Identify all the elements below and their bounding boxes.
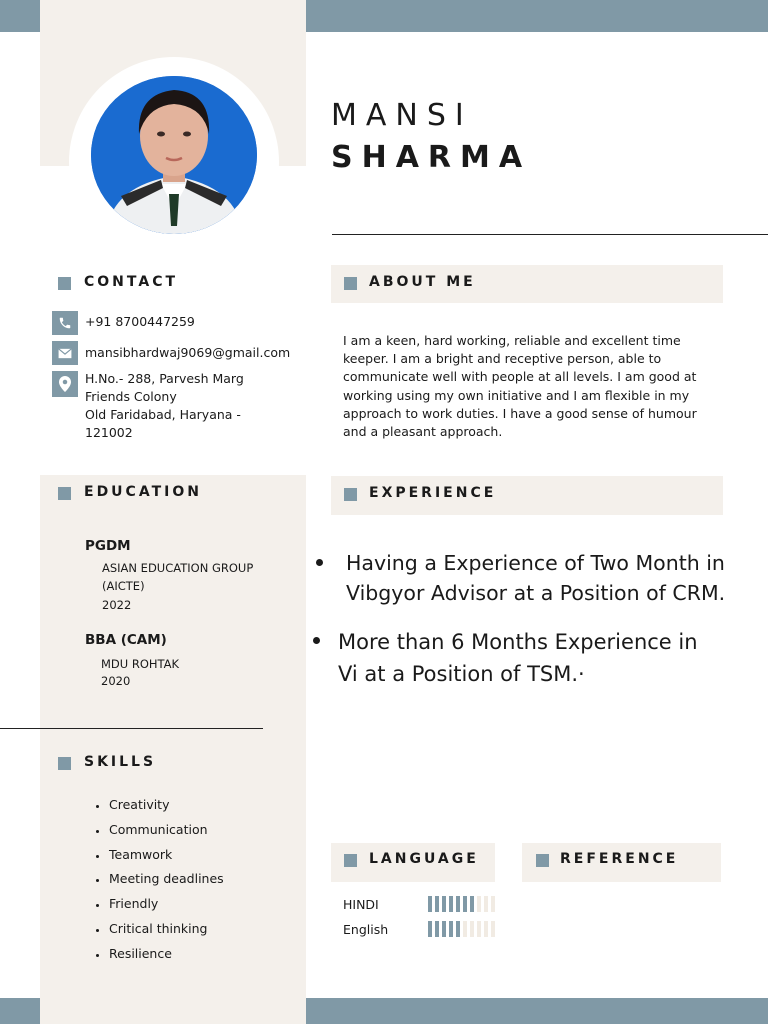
level-segment: [449, 896, 453, 912]
name-divider: [332, 234, 768, 235]
education-line: 2022: [102, 598, 132, 612]
language-name: English: [343, 922, 389, 937]
email-icon: [58, 348, 72, 359]
skill-item: • Critical thinking: [109, 918, 224, 943]
skill-item: • Resilience: [109, 943, 224, 968]
about-line: I am a keen, hard working, reliable and excellent time: [343, 333, 681, 348]
skill-item: • Communication: [109, 819, 224, 844]
education-line: ASIAN EDUCATION GROUP: [102, 561, 254, 575]
experience-heading: EXPERIENCE: [369, 485, 497, 501]
experience-line: Having a Experience of Two Month in: [346, 551, 725, 575]
location-pin-icon: [59, 376, 71, 392]
bottom-band-right: [306, 998, 768, 1024]
language-level-bar: [428, 921, 495, 937]
last-name: SHARMA: [331, 140, 532, 175]
phone-icon-box: [52, 311, 78, 335]
contact-address: [85, 370, 244, 442]
about-line: keeper. I am a bright and receptive person, able to: [343, 351, 662, 367]
education-line: MDU ROHTAK: [101, 657, 180, 671]
about-heading: ABOUT ME: [369, 274, 476, 290]
level-segment: [428, 896, 432, 912]
reference-heading: REFERENCE: [560, 851, 679, 867]
level-segment: [456, 896, 460, 912]
level-segment: [463, 921, 467, 937]
about-marker: [344, 277, 357, 290]
contact-heading: CONTACT: [84, 274, 179, 290]
language-marker: [344, 854, 357, 867]
level-segment: [470, 896, 474, 912]
address-line: Old Faridabad, Haryana -: [85, 407, 241, 422]
profile-photo: [91, 76, 257, 234]
education-details: [102, 560, 253, 615]
education-heading: EDUCATION: [84, 484, 202, 500]
experience-bullet: [313, 637, 320, 644]
address-line: Friends Colony: [85, 389, 177, 404]
language-heading: LANGUAGE: [369, 851, 479, 867]
phone-icon: [58, 316, 72, 330]
education-line: 2020: [101, 673, 131, 688]
experience-item: [338, 626, 698, 690]
level-segment: [435, 896, 439, 912]
contact-phone[interactable]: +91 8700447259: [85, 314, 195, 329]
experience-item: [346, 548, 725, 608]
reference-marker: [536, 854, 549, 867]
education-degree: PGDM: [85, 538, 131, 554]
skills-list: [85, 794, 224, 968]
skill-item: • Meeting deadlines: [109, 868, 224, 893]
level-segment: [491, 921, 495, 937]
top-band-right: [306, 0, 768, 32]
education-details: [101, 656, 179, 689]
language-level-bar: [428, 896, 495, 912]
about-text: [343, 332, 697, 441]
address-line: 121002: [85, 425, 133, 440]
about-line: approach to work duties. I have a good sense of humour: [343, 405, 697, 421]
education-line: (AICTE): [102, 578, 145, 593]
education-divider: [0, 728, 263, 729]
skills-marker: [58, 757, 71, 770]
top-band-left: [0, 0, 40, 32]
email-icon-box: [52, 341, 78, 365]
skill-item: • Teamwork: [109, 844, 224, 869]
level-segment: [442, 896, 446, 912]
experience-line: Vi at a Position of TSM.·: [338, 662, 585, 686]
contact-marker: [58, 277, 71, 290]
level-segment: [477, 896, 481, 912]
about-line: working using my own initiative and I am flexible in my: [343, 387, 690, 403]
contact-email[interactable]: mansibhardwaj9069@gmail.com: [85, 345, 291, 360]
about-line: communicate well with people at all levels. I am good at: [343, 369, 697, 385]
language-name: HINDI: [343, 897, 379, 912]
level-segment: [477, 921, 481, 937]
level-segment: [484, 896, 488, 912]
bottom-band-left: [0, 998, 40, 1024]
experience-bullet: [316, 559, 323, 566]
skill-item: • Creativity: [109, 794, 224, 819]
skill-item: • Friendly: [109, 893, 224, 918]
level-segment: [470, 921, 474, 937]
skills-heading: SKILLS: [84, 754, 157, 770]
first-name: MANSI: [331, 98, 473, 133]
level-segment: [428, 921, 432, 937]
location-icon-box: [52, 371, 78, 397]
experience-marker: [344, 488, 357, 501]
experience-line: More than 6 Months Experience in: [338, 630, 698, 654]
level-segment: [463, 896, 467, 912]
level-segment: [435, 921, 439, 937]
address-line: H.No.- 288, Parvesh Marg: [85, 371, 244, 386]
level-segment: [491, 896, 495, 912]
education-marker: [58, 487, 71, 500]
about-line: and a pleasant approach.: [343, 424, 503, 440]
level-segment: [442, 921, 446, 937]
level-segment: [456, 921, 460, 937]
experience-line: Vibgyor Advisor at a Position of CRM.: [346, 581, 726, 605]
level-segment: [449, 921, 453, 937]
education-degree: BBA (CAM): [85, 632, 167, 648]
level-segment: [484, 921, 488, 937]
